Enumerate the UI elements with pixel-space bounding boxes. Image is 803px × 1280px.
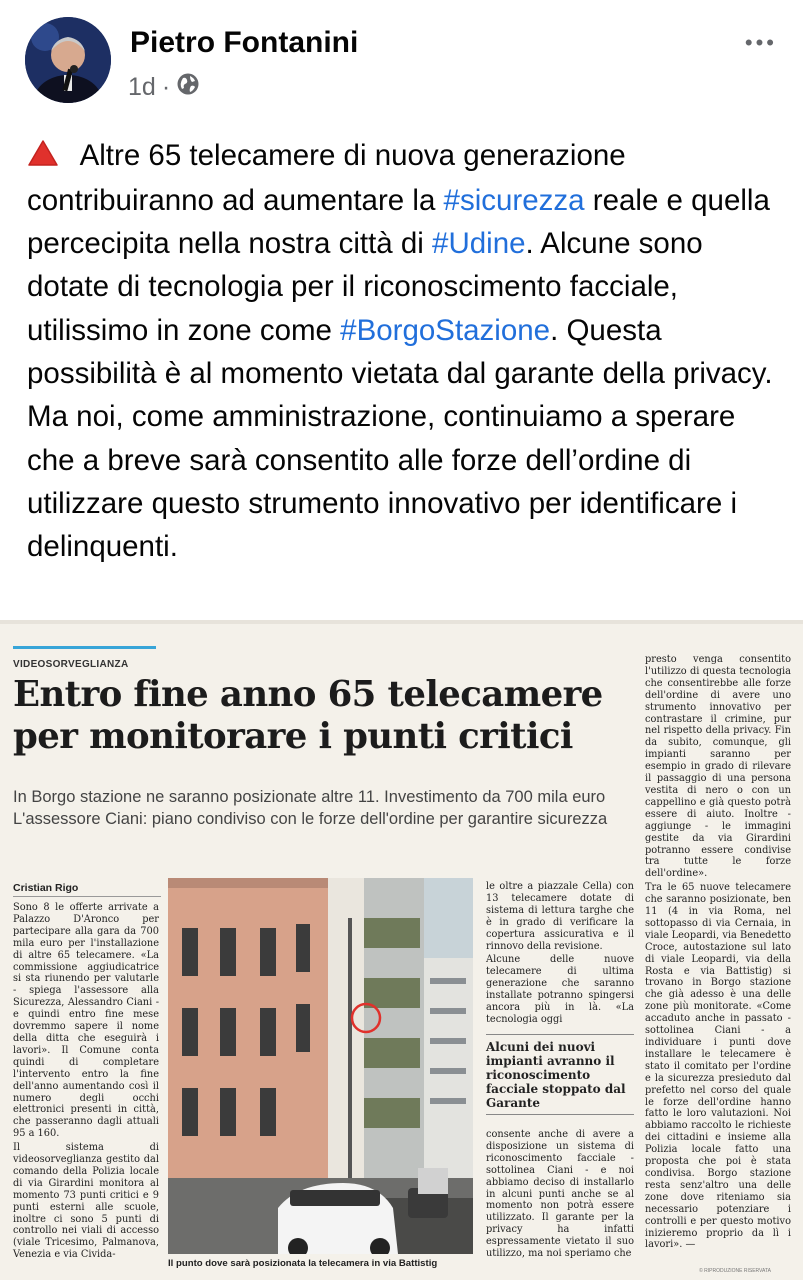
copyright-notice: © RIPRODUZIONE RISERVATA [699, 1268, 771, 1274]
post-header [0, 0, 803, 120]
post-text-part: . Questa possibilità è al momento vietata dal garante della privacy. Ma noi, come amministrazione, continuiamo a sperare che a breve sarà consentito alle forze dell’ordine di utilizzare questo strumento innovativo per identificare i delinquenti. [27, 313, 773, 564]
avatar[interactable] [25, 17, 111, 103]
street-photo [168, 878, 473, 1254]
post-meta [128, 72, 200, 103]
subheadline-line: In Borgo stazione ne saranno posizionate altre 11. Investimento da 700 mila euro [13, 788, 606, 806]
paragraph: Sono 8 le offerte arrivate a Palazzo D'Aronco per partecipare alla gara da 700 mila euro per l'installazione di altre 65 telecamere. «La commissione aggiudicatrice si sta riunendo per valutarle - spiega l'assessore alla Sicurezza, Alessandro Ciani - e quindi entro fine mese dovremmo sapere il nome della ditta che eseguirà i lavori». Il Comune conta quindi di completare l'intervento entro la fine dell'anno aumentando così il numero degli occhi elettronici presenti in città, che passeranno dagli attuali 95 a 160. [13, 902, 159, 1140]
meta-separator: · [161, 73, 171, 101]
rubric: VIDEOSORVEGLIANZA [13, 659, 129, 670]
divider [13, 896, 161, 897]
more-options-icon[interactable]: ••• [744, 30, 777, 55]
byline: Cristian Rigo [13, 882, 79, 894]
article-column-2 [486, 881, 634, 1028]
rubric-bar [13, 646, 156, 649]
paragraph: presto venga consentito l'utilizzo di questa tecnologia che consentirebbe alle forze dell'ordine di avere uno strumento innovativo per contrastare il crimine, pur nel rispetto della privacy. Fin da subito, comunque, gli impianti saranno per esempio in grado di rilevare il passaggio di una persona vestita di nero o con un cappellino e già questo potrà essere di aiuto. Inoltre - aggiunge - le immagini gestite da via Girardini potranno essere condivise tra tutte le forze dell'ordine». [645, 654, 791, 880]
globe-icon [176, 72, 200, 103]
post-text [27, 134, 779, 569]
paragraph: le oltre a piazzale Cella) con 13 telecamere dotate di sistema di lettura targhe che è in grado di verificare la copertura assicurativa e il rinnovo della revisione. [486, 881, 634, 952]
article-subheadline [13, 786, 643, 830]
paragraph: Alcune delle nuove telecamere di ultima generazione che saranno installate potranno spingersi ancora più in là. «La tecnologia oggi [486, 954, 634, 1025]
hashtag-link[interactable]: #Udine [432, 227, 526, 261]
article-column-1 [13, 902, 159, 1263]
post-time[interactable]: 1d [128, 73, 156, 101]
post-text-part: . Alcune sono dotate di tecnologia per il riconoscimento facciale, utilissimo in zone come [27, 227, 703, 347]
author-name[interactable]: Pietro Fontanini [130, 26, 359, 59]
red-triangle-icon [27, 136, 59, 179]
article-column-3 [645, 654, 791, 1253]
article-headline: Entro fine anno 65 telecamere per monitorare i punti critici [13, 674, 603, 757]
divider [0, 620, 803, 624]
hashtag-link[interactable]: #sicurezza [443, 183, 585, 217]
hashtag-link[interactable]: #BorgoStazione [340, 313, 551, 347]
post-text-part: Altre 65 telecamere di nuova generazione contribuiranno ad aumentare la [27, 139, 626, 217]
divider [486, 1114, 634, 1115]
post-text-part: reale e quella percecipita nella nostra città di [27, 183, 770, 261]
subheadline-line: L'assessore Ciani: piano condiviso con le forze dell'ordine per garantire sicurezza [13, 810, 608, 828]
pull-quote: Alcuni dei nuovi impianti avranno il riconoscimento facciale stoppato dal Garante [486, 1040, 626, 1110]
paragraph: Tra le 65 nuove telecamere che saranno posizionate, ben 11 (4 in via Roma, nel sottopasso di via Cernaia, in viale Leopardi, via Benedetto Croce, autostazione sul lato di viale Leopardi, via della Rosta e via Battistig) si trovano in Borgo stazione che già adesso è una delle zone più monitorate. «Come accaduto anche in passato - sottolinea Ciani - a individuare i punti dove installare le telecamere è stato il comitato per l'ordine e la sicurezza presieduto dal prefetto nel corso del quale le forze dell'ordine hanno fatto le loro valutazioni. Noi abbiamo raccolto le richieste dei cittadini e insieme alla Polizia locale fatto una proposta che poi è stata condivisa. Borgo stazione resta senz'altro una delle zone dove riteniamo sia necessario potenziare i controlli e per questo motivo inizieremo proprio da lì i lavori». — [645, 882, 791, 1251]
paragraph: Il sistema di videosorveglianza gestito dal comando della Polizia locale di via Girardini monitora al momento 73 punti critici e 9 punti esterni alle scuole, inoltre ci sono 5 punti di controllo nei viali di accesso (viale Tricesimo, Palmanova, Venezia e via Civida- [13, 1142, 159, 1261]
newspaper-clipping-image[interactable] [0, 620, 803, 1280]
photo-caption: Il punto dove sarà posizionata la telecamera in via Battistig [168, 1258, 438, 1269]
divider [486, 1034, 634, 1035]
paragraph: consente anche di avere a disposizione un sistema di riconoscimento facciale - sottolinea Ciani - e noi abbiamo deciso di installarlo in alcuni punti anche se al momento non potrà essere utilizzato. Il garante per la privacy ha infatti espressamente vietato il suo utilizzo, ma noi speriamo che [486, 1129, 634, 1260]
article-column-2-continued [486, 1129, 634, 1262]
